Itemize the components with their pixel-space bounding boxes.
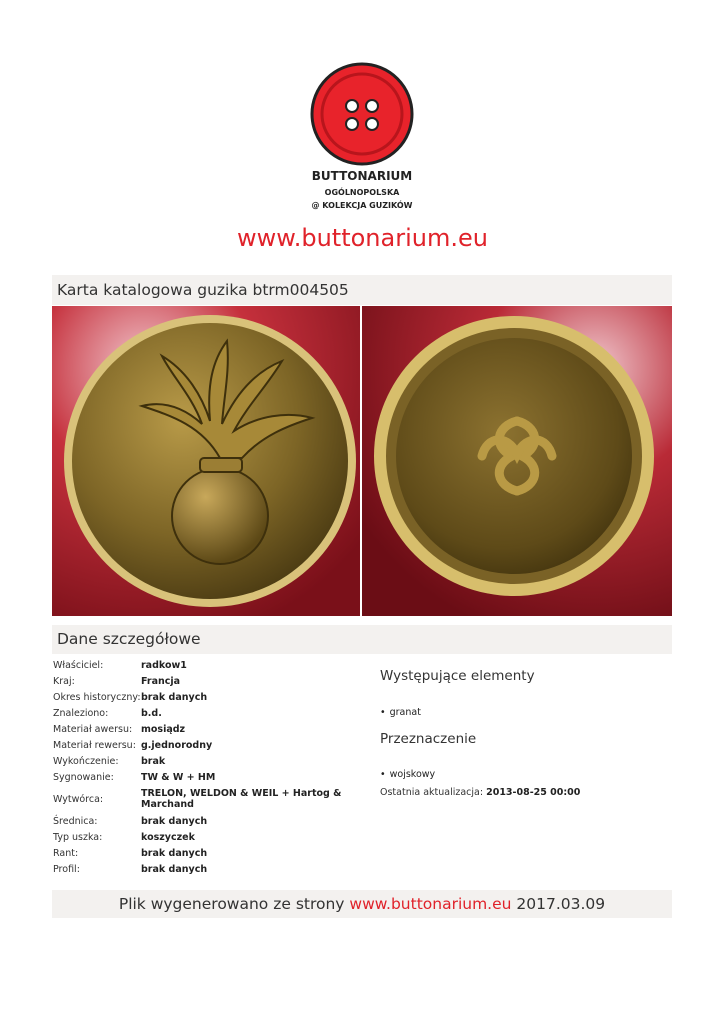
detail-label: Znaleziono: bbox=[53, 707, 109, 719]
detail-value: brak danych bbox=[141, 691, 208, 703]
detail-value: brak danych bbox=[141, 863, 208, 875]
footer-prefix: Plik wygenerowano ze strony bbox=[118, 895, 345, 913]
detail-label: Okres historyczny: bbox=[53, 691, 141, 703]
detail-label: Rant: bbox=[53, 847, 79, 859]
table-row bbox=[53, 861, 343, 877]
catalog-title: Karta katalogowa guzika btrm004505 bbox=[52, 275, 672, 305]
details-table bbox=[53, 657, 343, 877]
table-row bbox=[53, 753, 343, 769]
site-url[interactable]: www.buttonarium.eu bbox=[237, 224, 488, 252]
table-row bbox=[53, 845, 343, 861]
table-row bbox=[53, 769, 343, 785]
table-row bbox=[53, 673, 343, 689]
detail-value: Francja bbox=[141, 675, 181, 687]
detail-value: mosiądz bbox=[141, 723, 186, 735]
elements-list bbox=[380, 707, 670, 718]
detail-value: TRELON, WELDON & WEIL + Hartog & Marchand bbox=[141, 788, 342, 810]
detail-value: brak danych bbox=[141, 847, 208, 859]
detail-value: koszyczek bbox=[141, 831, 195, 843]
footer bbox=[52, 890, 672, 918]
right-column bbox=[380, 668, 670, 798]
detail-value: g.jednorodny bbox=[141, 739, 213, 751]
button-back-photo bbox=[362, 306, 672, 616]
last-update-value: 2013-08-25 00:00 bbox=[486, 787, 581, 798]
table-row bbox=[53, 657, 343, 673]
logo-brand: BUTTONARIUM bbox=[311, 169, 413, 183]
table-row bbox=[53, 737, 343, 753]
table-row bbox=[53, 813, 343, 829]
detail-value: radkow1 bbox=[141, 659, 187, 671]
buttonarium-logo bbox=[300, 62, 425, 222]
button-photos bbox=[52, 306, 672, 616]
detail-label: Profil: bbox=[53, 863, 80, 875]
detail-label: Sygnowanie: bbox=[53, 771, 114, 783]
detail-label: Materiał awersu: bbox=[53, 723, 133, 735]
list-item: • granat bbox=[380, 707, 670, 718]
detail-label: Wytwórca: bbox=[53, 793, 104, 805]
detail-value: b.d. bbox=[141, 707, 162, 719]
table-row bbox=[53, 705, 343, 721]
button-front-photo bbox=[52, 306, 360, 616]
purpose-heading: Przeznaczenie bbox=[380, 731, 477, 747]
detail-label: Typ uszka: bbox=[53, 831, 103, 843]
table-row bbox=[53, 829, 343, 845]
footer-url[interactable]: www.buttonarium.eu bbox=[349, 895, 512, 913]
footer-date: 2017.03.09 bbox=[516, 895, 606, 913]
last-update-label: Ostatnia aktualizacja: bbox=[380, 787, 484, 798]
details-heading: Dane szczegółowe bbox=[52, 625, 672, 654]
table-row bbox=[53, 689, 343, 705]
detail-label: Materiał rewersu: bbox=[53, 739, 136, 751]
detail-label: Właściciel: bbox=[53, 659, 104, 671]
logo-line1: OGÓLNOPOLSKA bbox=[324, 188, 400, 197]
purpose-list bbox=[380, 769, 670, 780]
detail-value: brak danych bbox=[141, 815, 208, 827]
detail-value: brak bbox=[141, 755, 166, 767]
detail-label: Wykończenie: bbox=[53, 755, 119, 767]
logo-line2: @ KOLEKCJA GUZIKÓW bbox=[311, 201, 413, 210]
elements-heading: Występujące elementy bbox=[380, 668, 535, 684]
button-logo-icon bbox=[300, 62, 425, 222]
last-update bbox=[380, 787, 670, 798]
detail-label: Średnica: bbox=[53, 815, 98, 827]
list-item: • wojskowy bbox=[380, 769, 670, 780]
table-row bbox=[53, 721, 343, 737]
detail-label: Kraj: bbox=[53, 675, 75, 687]
table-row bbox=[53, 785, 343, 813]
detail-value: TW & W + HM bbox=[141, 771, 216, 783]
